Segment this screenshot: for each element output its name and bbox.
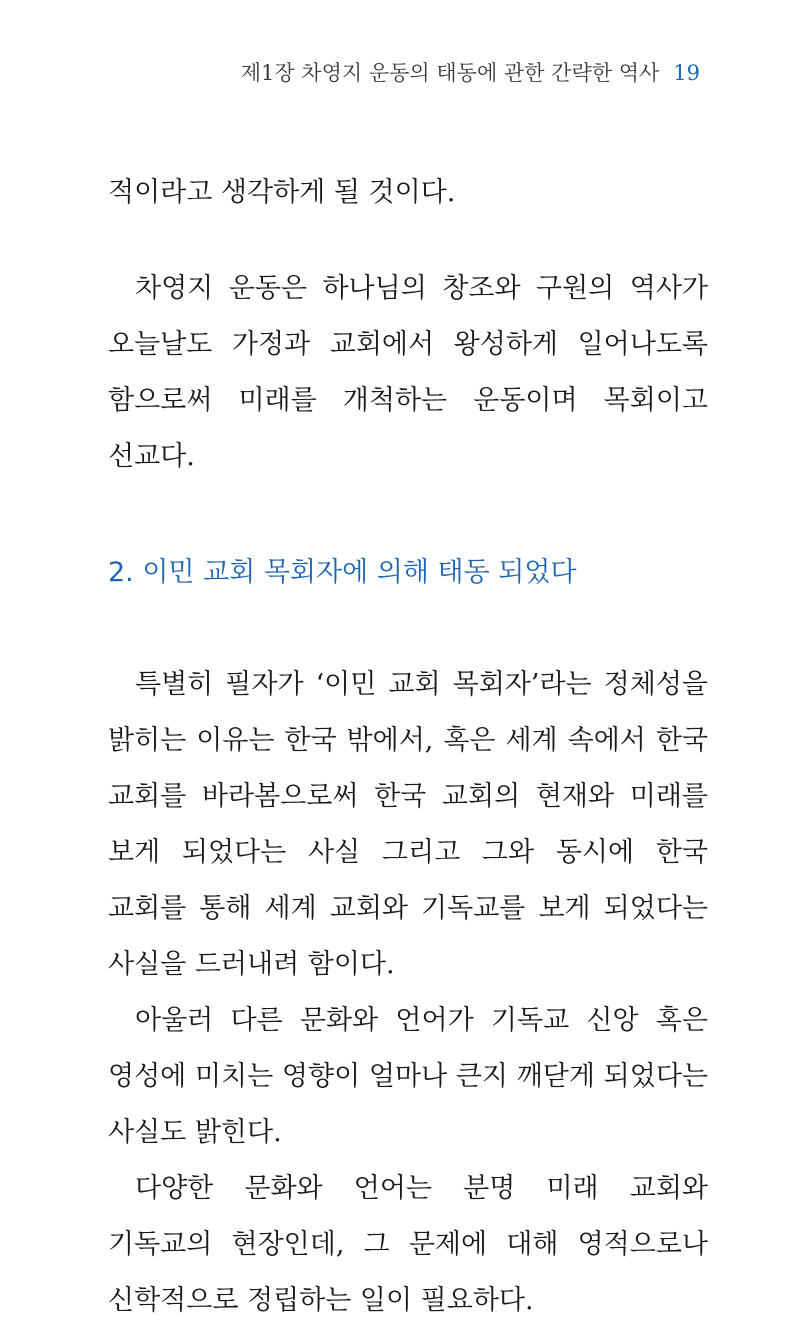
paragraph-future-church: 다양한 문화와 언어는 분명 미래 교회와 기독교의 현장인데, 그 문제에 대해 영적으로나 신학적으로 정립하는 일이 필요하다. bbox=[108, 1173, 708, 1316]
page-content bbox=[108, 165, 708, 1329]
paragraph-identity: 특별히 필자가 ‘이민 교회 목회자’라는 정체성을 밝히는 이유는 한국 밖에서, 혹은 세계 속에서 한국 교회를 바라봄으로써 한국 교회의 현재와 미래를 보게 되었다는 사실 그리고 그와 동시에 한국 교회를 통해 세계 교회와 기독교를 보게 되었다는 사실을 드러내려 함이다. bbox=[108, 669, 708, 980]
page-number: 19 bbox=[673, 61, 700, 85]
paragraph-continuation: 적이라고 생각하게 될 것이다. bbox=[108, 177, 456, 208]
section-heading: 2. 이민 교회 목회자에 의해 태동 되었다 bbox=[108, 557, 577, 588]
chapter-title: 제1장 차영지 운동의 태동에 관한 간략한 역사 bbox=[240, 61, 660, 85]
heading-gap bbox=[108, 601, 708, 657]
section-gap bbox=[108, 485, 708, 545]
running-header bbox=[241, 58, 700, 88]
paragraph-culture-language: 아울러 다른 문화와 언어가 기독교 신앙 혹은 영성에 미치는 영향이 얼마나 큰지 깨닫게 되었다는 사실도 밝힌다. bbox=[108, 1005, 708, 1148]
paragraph-movement-definition: 차영지 운동은 하나님의 창조와 구원의 역사가 오늘날도 가정과 교회에서 왕성하게 일어나도록 함으로써 미래를 개척하는 운동이며 목회이고 선교다. bbox=[108, 273, 708, 472]
paragraph-gap bbox=[108, 221, 708, 261]
